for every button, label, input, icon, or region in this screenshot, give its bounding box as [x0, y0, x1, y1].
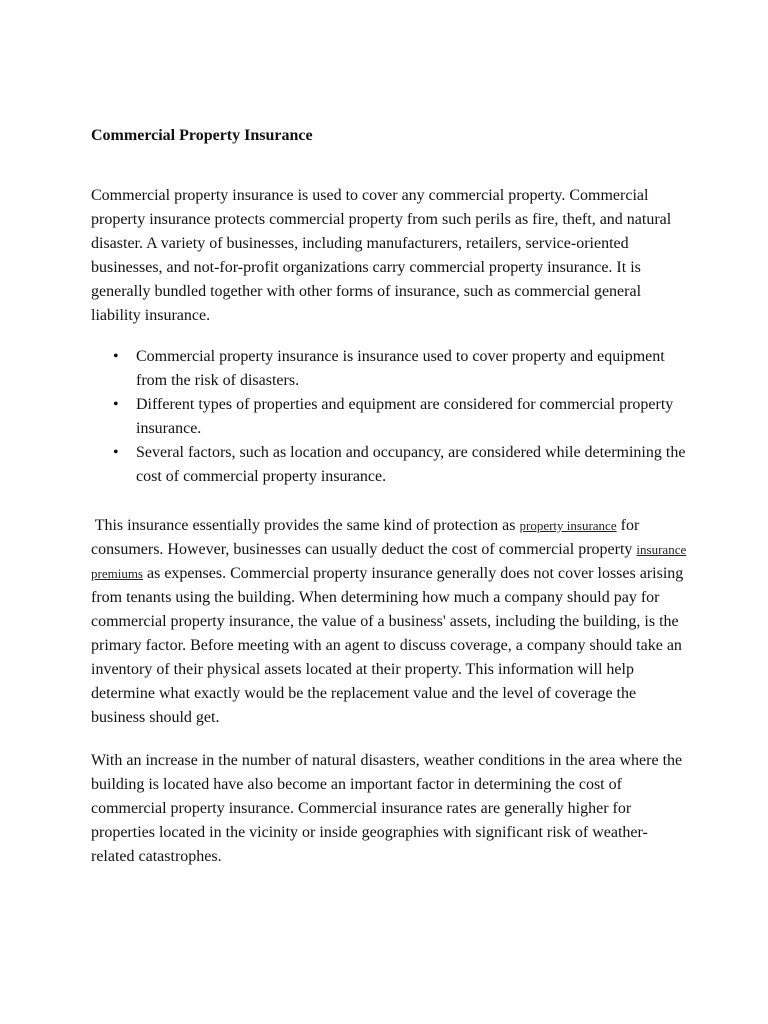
paragraph-text: as expenses. Commercial property insurance generally does not cover losses arising from tenants using the building. When determining how much a company should pay for commercial property insurance, the value of a business' assets, including the building, is the primary factor. Before meeting with an agent to discuss coverage, a company should take an inventory of their physical assets located at their property. This information will help determine what exactly would be the replacement value and the level of coverage the business should get. — [91, 565, 684, 726]
protection-paragraph — [91, 514, 691, 730]
weather-paragraph: With an increase in the number of natural disasters, weather conditions in the area where the building is located have also become an important factor in determining the cost of commercial property insurance. Commercial insurance rates are generally higher for properties located in the vicinity or inside geographies with significant risk of weather-related catastrophes. — [91, 752, 683, 865]
document-title: Commercial Property Insurance — [91, 127, 313, 144]
paragraph-text: for consumers. However, businesses can usually deduct the cost of commercial property — [91, 517, 640, 558]
property-insurance-link[interactable]: property insurance — [519, 518, 617, 533]
bullet-icon: • — [113, 348, 119, 365]
bullet-text: Different types of properties and equipment are considered for commercial property insurance. — [136, 396, 674, 437]
paragraph-text: This insurance essentially provides the same kind of protection as — [91, 517, 520, 534]
intro-paragraph: Commercial property insurance is used to cover any commercial property. Commercial property insurance protects commercial property from such perils as fire, theft, and natural disaster. A variety of businesses, including manufacturers, retailers, service-oriented businesses, and not-for-profit organizations carry commercial property insurance. It is generally bundled together with other forms of insurance, such as commercial general liability insurance. — [91, 187, 672, 324]
bullet-icon: • — [113, 444, 119, 461]
bullet-text: Commercial property insurance is insurance used to cover property and equipment from the risk of disasters. — [136, 348, 665, 389]
bullet-item — [113, 345, 691, 393]
bullet-item — [113, 393, 691, 441]
document-page — [91, 124, 691, 869]
bullet-item — [113, 441, 691, 489]
bullet-list — [91, 345, 691, 489]
bullet-text: Several factors, such as location and occupancy, are considered while determining the cost of commercial property insurance. — [136, 444, 686, 485]
insurance-premiums-link[interactable]: insurance premiums — [91, 542, 687, 581]
bullet-icon: • — [113, 396, 119, 413]
